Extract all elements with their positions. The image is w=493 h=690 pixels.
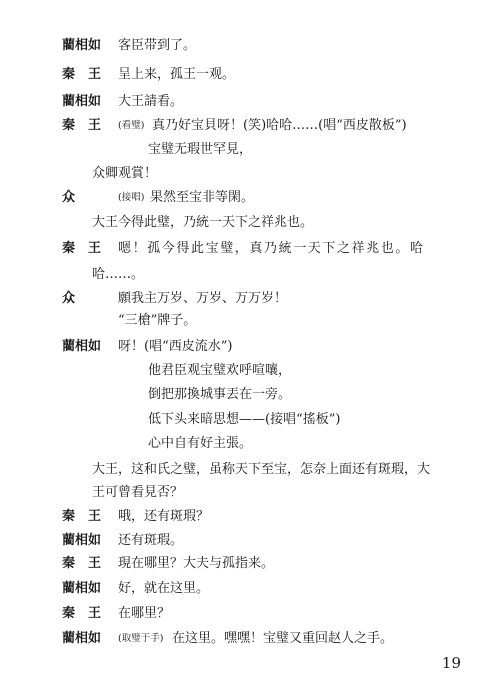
speaker-label: 秦 王	[62, 509, 102, 524]
speaker-label: 众	[62, 190, 76, 205]
dialogue-text: 願我主万岁、万岁、万万岁！	[118, 291, 288, 306]
speaker-label: 秦 王	[62, 118, 102, 133]
dialogue-text: 哦，还有斑瑕？	[118, 509, 210, 524]
dialogue-text: 真乃好宝貝呀！(笑)哈哈……(唱“西皮散板”)	[152, 118, 407, 133]
dialogue-text: 客臣带到了。	[118, 38, 197, 53]
sung-line: 低下头来暗思想——(接唱“搖板”)	[148, 412, 341, 427]
speaker-label: 秦 王	[62, 556, 102, 571]
dialogue-text: 大王今得此璧，乃統一天下之祥兆也。	[92, 215, 314, 230]
speaker-label: 秦 王	[62, 606, 102, 621]
sung-line: 倒把那換城事丟在一旁。	[148, 387, 292, 402]
stage-direction: “三槍”牌子。	[118, 313, 197, 328]
speaker-label: 秦 王	[62, 67, 102, 82]
stage-direction: (接唱)	[118, 192, 145, 203]
speaker-label: 藺相如	[62, 631, 102, 646]
dialogue-text: 好，就在这里。	[118, 581, 210, 596]
speaker-label: 秦 王	[62, 241, 102, 256]
speaker-label: 藺相如	[62, 38, 102, 53]
dialogue-text: 在这里。嘿嘿！宝璧又重回赵人之手。	[172, 631, 394, 646]
dialogue-text: 众卿观賞！	[92, 166, 158, 181]
speaker-label: 众	[62, 291, 76, 306]
speaker-label: 藺相如	[62, 339, 102, 354]
stage-direction: (取璧于手)	[118, 633, 164, 644]
speaker-label: 藺相如	[62, 581, 102, 596]
dialogue-text: 王可曾看見否？	[92, 485, 184, 500]
dialogue-text: 还有斑瑕。	[118, 533, 184, 548]
sung-line: 宝璧无瑕世罕見，	[148, 142, 253, 157]
dialogue-text: 呀！(唱“西皮流水”)	[118, 339, 233, 354]
sung-line: 心中自有好主張。	[148, 436, 253, 451]
dialogue-text: 在哪里？	[118, 606, 171, 621]
speaker-label: 藺相如	[62, 94, 102, 109]
sung-line: 果然至宝非等閑。	[150, 190, 255, 205]
page-number: 19	[441, 654, 461, 672]
dialogue-text: 呈上来，孤王一观。	[118, 67, 236, 82]
dialogue-text: 哈……。	[92, 267, 145, 282]
speaker-label: 藺相如	[62, 533, 102, 548]
sung-line: 他君臣观宝璧欢呼喧嚷，	[148, 363, 292, 378]
stage-direction: (看璧)	[118, 120, 145, 131]
dialogue-text: 大王，这和氏之璧，虽称天下至宝，怎奈上面还有斑瑕，大	[92, 462, 431, 477]
dialogue-text: 大王請看。	[118, 94, 184, 109]
dialogue-text: 現在哪里？大夫与孤指来。	[118, 556, 275, 571]
dialogue-text: 嗯！孤今得此宝璧，真乃統一天下之祥兆也。哈	[118, 241, 425, 256]
